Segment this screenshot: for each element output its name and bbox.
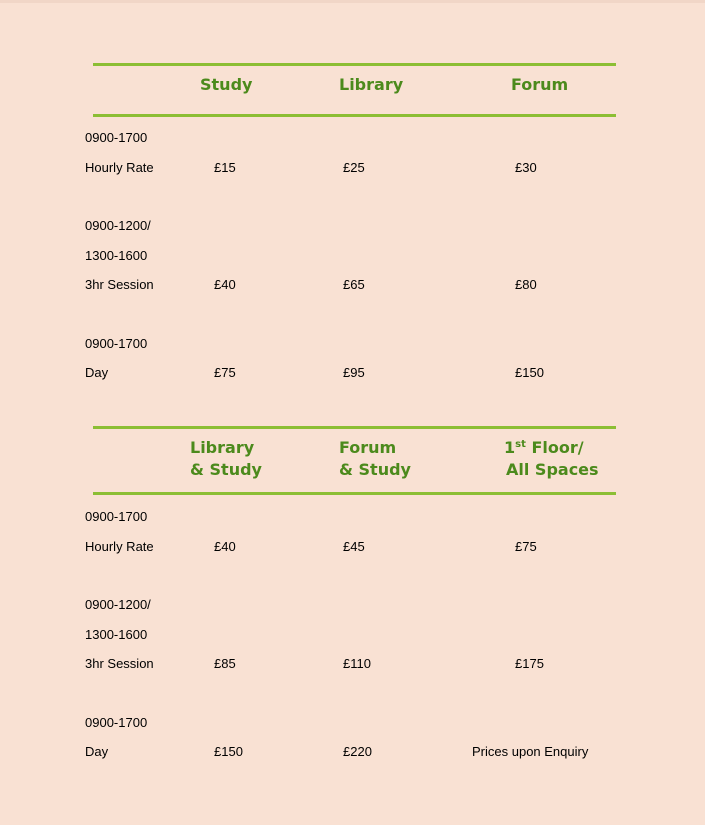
column-header-line: Library [190,438,255,457]
row-time: 0900-1700 [85,130,148,145]
row-label-3hr-session: 3hr Session [85,277,154,292]
row-label-day: Day [85,744,109,759]
row-label-3hr-session: 3hr Session [85,656,154,671]
price-cell: £175 [515,656,544,671]
ordinal-suffix: st [515,439,526,450]
row-label-hourly-rate: Hourly Rate [85,160,154,175]
row-time: 0900-1200/ [85,597,151,612]
row-time: 0900-1700 [85,715,148,730]
column-header-forum-study [339,437,411,481]
row-time: 0900-1700 [85,336,148,351]
price-cell: £45 [343,539,365,554]
column-header-first-floor-all-spaces [504,437,599,481]
price-cell: £25 [343,160,365,175]
header-rule-top [93,426,616,429]
column-header-line: Forum [339,438,397,457]
floor-text: Floor/ [525,438,584,457]
price-cell: £220 [343,744,372,759]
price-cell: £40 [214,539,236,554]
price-cell: £85 [214,656,236,671]
header-rule-top [93,63,616,66]
price-cell: £65 [343,277,365,292]
price-cell: £75 [515,539,537,554]
price-cell: £40 [214,277,236,292]
row-time: 0900-1200/ [85,218,151,233]
header-rule-bottom [93,114,616,117]
price-cell: £75 [214,365,236,380]
price-cell: £80 [515,277,537,292]
header-rule-bottom [93,492,616,495]
column-header-line: & Study [190,460,262,479]
column-header-study: Study [200,75,253,94]
price-cell: £95 [343,365,365,380]
row-time-secondary: 1300-1600 [85,248,148,263]
floor-number: 1 [504,438,516,457]
row-time-secondary: 1300-1600 [85,627,148,642]
column-header-line [504,437,599,459]
price-cell: £150 [515,365,544,380]
price-cell: £110 [343,656,371,671]
price-cell: £30 [515,160,537,175]
column-header-line: & Study [339,460,411,479]
price-cell: £150 [214,744,243,759]
column-header-library: Library [339,75,404,94]
row-time: 0900-1700 [85,509,148,524]
column-header-line: All Spaces [506,460,599,479]
top-border [0,0,705,3]
column-header-library-study [190,437,262,481]
row-label-day: Day [85,365,109,380]
row-label-hourly-rate: Hourly Rate [85,539,154,554]
price-enquiry-note: Prices upon Enquiry [472,744,589,759]
column-header-forum: Forum [511,75,569,94]
price-cell: £15 [214,160,236,175]
